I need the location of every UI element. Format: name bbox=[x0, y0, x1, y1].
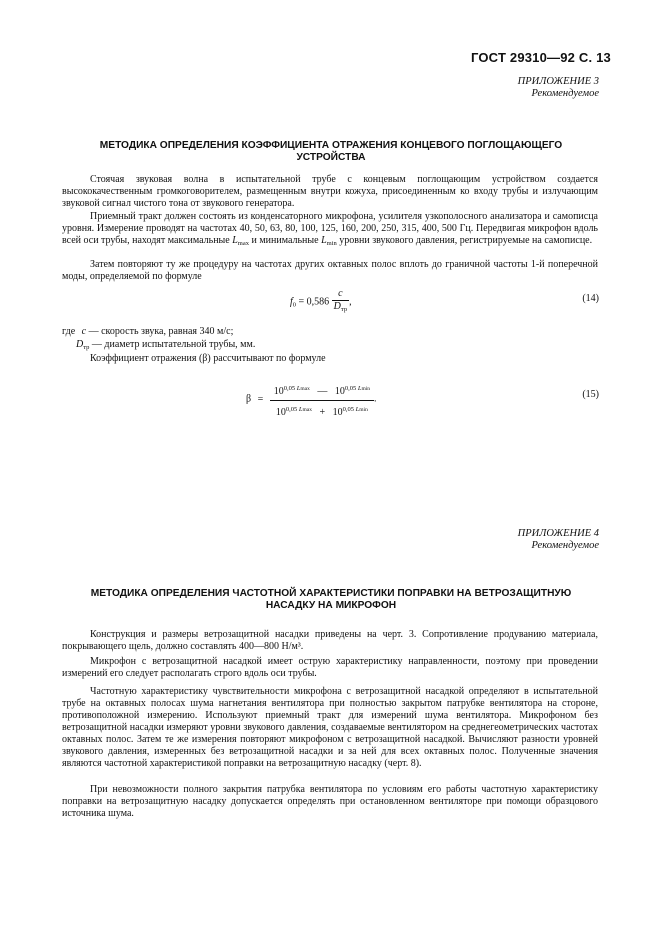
p2-text-a: Приемный тракт должен состоять из конденсаторного микрофона, усилителя узкополосного анализатора и самописца уровня. Измерение проводят на частотах 40, 50, 63, 80, 100, 125, 160, 200, 250, 315, 400, 500 Гц. Передвигая микрофон вдоль всей оси трубы, находят максимальные bbox=[62, 211, 598, 246]
section-4-paragraph-2: Микрофон с ветрозащитной насадкой имеет острую характеристику направленности, поэтому при проведении измерений его следует располагать строго вдоль оси трубы. bbox=[62, 656, 598, 679]
f15-den-sub-1: max bbox=[302, 407, 313, 413]
f15-den-exp-1: 0,05 bbox=[285, 406, 298, 413]
f15-num-exp-2: 0,05 bbox=[344, 385, 357, 392]
appendix-3-number: ПРИЛОЖЕНИЕ 3 bbox=[517, 76, 599, 87]
p2-text-c: уровни звукового давления, регистрируемые на самописце. bbox=[339, 235, 593, 246]
f15-denominator bbox=[270, 401, 374, 419]
appendix-4-label bbox=[518, 528, 599, 552]
section-3-paragraph-2 bbox=[62, 211, 598, 250]
f15-num-L-1: L bbox=[296, 385, 301, 392]
f15-num-sub-1: max bbox=[300, 386, 310, 392]
d-symbol: D bbox=[76, 339, 84, 350]
formula-14 bbox=[290, 288, 352, 316]
c-symbol: c bbox=[81, 326, 87, 337]
f15-minus: — bbox=[317, 386, 328, 397]
f14-lhs-sub: 0 bbox=[292, 301, 297, 309]
c-dash: — bbox=[88, 326, 99, 337]
section-4-paragraph-4: При невозможности полного закрытия патрубка вентилятора по условиям его работы частотную характеристику поправки на ветрозащитную насадку допускается определять при остановленном вентиляторе при помощи образцового источника шума. bbox=[62, 784, 598, 819]
l-min-symbol: L bbox=[321, 235, 327, 246]
f15-tail: . bbox=[374, 393, 377, 405]
f15-num-exp-1: 0,05 bbox=[283, 385, 296, 392]
where-d bbox=[76, 339, 255, 354]
where-c bbox=[62, 326, 233, 338]
f15-num-ten-1: 10 bbox=[273, 386, 284, 397]
f15-den-L-1: L bbox=[298, 406, 303, 413]
section-3-paragraph-4: Коэффициент отражения (β) рассчитывают по формуле bbox=[90, 353, 326, 364]
appendix-4-type: Рекомендуемое bbox=[531, 540, 599, 551]
section-4-title-line2: НАСАДКУ НА МИКРОФОН bbox=[265, 600, 397, 611]
f14-denominator: D bbox=[333, 301, 341, 312]
d-description: диаметр испытательной трубы, мм. bbox=[104, 339, 256, 350]
f15-den-exp-2: 0,05 bbox=[342, 406, 355, 413]
appendix-3-type: Рекомендуемое bbox=[531, 88, 599, 99]
f15-den-ten-1: 10 bbox=[275, 407, 286, 418]
p2-text-b: и минимальные bbox=[251, 235, 319, 246]
page-header: ГОСТ 29310—92 С. 13 bbox=[470, 50, 611, 65]
l-max-subscript: max bbox=[237, 240, 249, 247]
f14-lhs: f bbox=[290, 296, 293, 308]
section-3-title bbox=[66, 140, 596, 164]
c-description: скорость звука, равная 340 м/с; bbox=[101, 326, 234, 337]
section-3-paragraph-1: Стоячая звуковая волна в испытательной трубе с концевым поглощающим устройством создается высококачественным громкоговорителем, размещенным внутри кожуха, присоединенным ко входу трубы и излучающим звуковой сигнал чистого тона от звукового генератора. bbox=[62, 174, 598, 209]
f15-den-L-2: L bbox=[355, 406, 360, 413]
section-4-title-line1: МЕТОДИКА ОПРЕДЕЛЕНИЯ ЧАСТОТНОЙ ХАРАКТЕРИСТИКИ ПОПРАВКИ НА ВЕТРОЗАЩИТНУЮ bbox=[90, 588, 572, 599]
f15-den-ten-2: 10 bbox=[332, 407, 343, 418]
f15-beta: β bbox=[246, 393, 252, 405]
f15-fraction bbox=[270, 380, 374, 419]
f14-eq: = 0,586 bbox=[298, 296, 330, 308]
section-4-title bbox=[66, 588, 596, 612]
section-3-title-line1: МЕТОДИКА ОПРЕДЕЛЕНИЯ КОЭФФИЦИЕНТА ОТРАЖЕНИЯ КОНЦЕВОГО ПОГЛОЩАЮЩЕГО bbox=[99, 140, 563, 151]
f15-numerator bbox=[270, 380, 374, 401]
f15-plus: + bbox=[319, 407, 326, 418]
section-4-paragraph-1: Конструкция и размеры ветрозащитной насадки приведены на черт. 3. Сопротивление продуванию материала, покрывающего щель, должно составлять 400—800 Н/м³. bbox=[62, 629, 598, 652]
appendix-4-number: ПРИЛОЖЕНИЕ 4 bbox=[517, 528, 599, 539]
f14-fraction bbox=[332, 288, 349, 316]
f14-numerator: c bbox=[338, 288, 343, 299]
appendix-3-label bbox=[518, 76, 599, 100]
l-max-symbol: L bbox=[232, 235, 238, 246]
formula-15 bbox=[246, 380, 377, 419]
section-4-paragraph-3: Частотную характеристику чувствительности микрофона с ветрозащитной насадкой определяют в испытательной трубе на октавных полосах шума нагнетания вентилятора при полностью закрытом патрубке вентилятора на стороне, противоположной измерению. Используют приемный тракт для измерений шума вентилятора. Микрофоном без ветрозащитной насадки измеряют уровни звукового давления, создаваемые вентилятором на среднегеометрических частотах октавных полос. Затем те же измерения повторяют микрофоном с ветрозащитной насадкой. Вычисляют разности уровней звукового давления, измеренных без ветрозащитной насадки и за ней для всех октавных полос. Полученные значения являются частотной характеристикой поправки на ветрозащитную насадку (черт. 8). bbox=[62, 686, 598, 769]
section-3-paragraph-3: Затем повторяют ту же процедуру на частотах других октавных полос вплоть до граничной частоты 1-й поперечной моды, определяемой по формуле bbox=[62, 259, 598, 282]
d-dash: — bbox=[91, 339, 102, 350]
l-min-subscript: min bbox=[326, 240, 337, 247]
section-3-title-line2: УСТРОЙСТВА bbox=[296, 152, 366, 163]
f15-num-L-2: L bbox=[357, 385, 362, 392]
f14-denominator-sub: тр bbox=[340, 306, 348, 313]
d-subscript: тр bbox=[83, 344, 90, 351]
f15-den-sub-2: min bbox=[359, 407, 368, 413]
equation-number-14: (14) bbox=[582, 293, 599, 304]
f15-eq: = bbox=[257, 393, 264, 405]
where-label: где bbox=[62, 326, 76, 337]
equation-number-15: (15) bbox=[582, 389, 599, 400]
f15-num-ten-2: 10 bbox=[334, 386, 345, 397]
f14-tail: , bbox=[349, 296, 352, 308]
f15-num-sub-2: min bbox=[361, 386, 371, 392]
